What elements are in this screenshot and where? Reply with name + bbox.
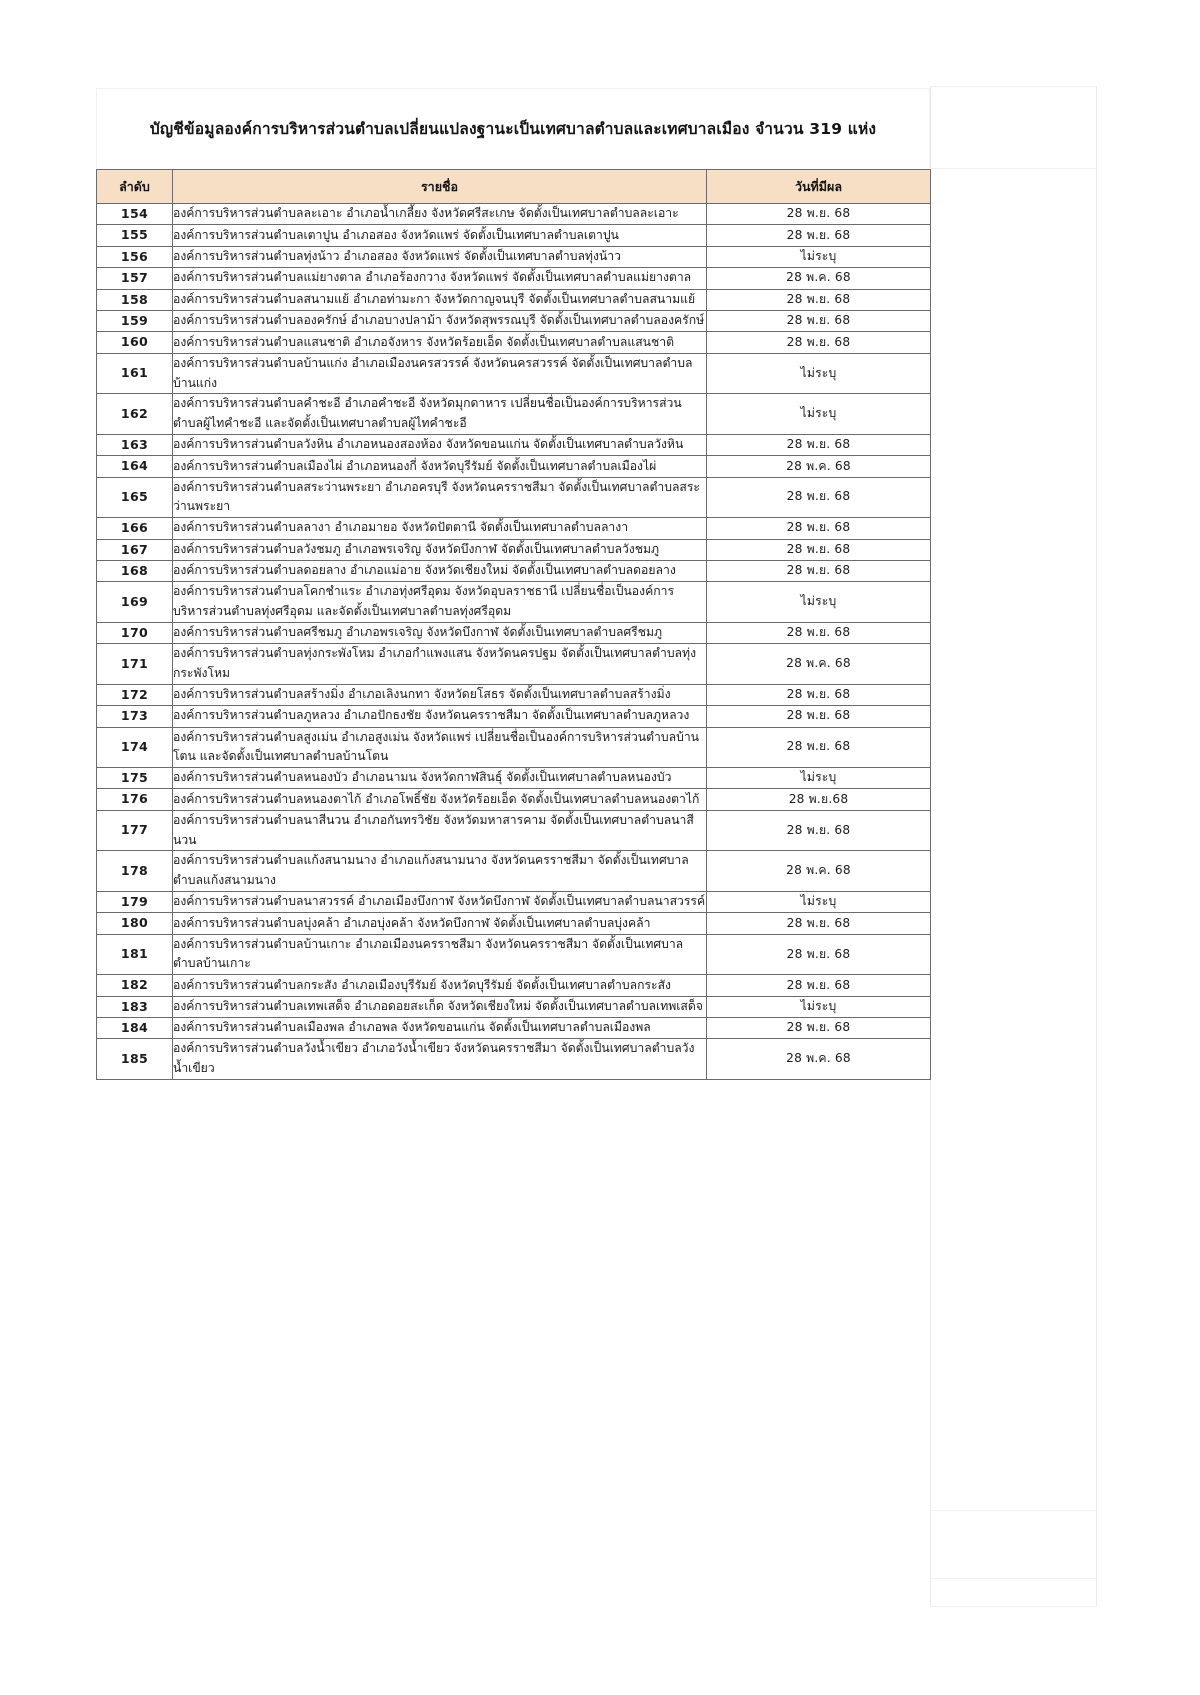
- cell-effective-date: ไม่ระบุ: [707, 246, 931, 267]
- cell-sequence: 172: [97, 684, 173, 705]
- cell-sequence: 184: [97, 1017, 173, 1038]
- amphoe-change-status-table: [96, 169, 931, 1080]
- cell-sequence: 164: [97, 456, 173, 477]
- page-title: บัญชีข้อมูลองค์การบริหารส่วนตำบลเปลี่ยนแปลงฐานะเป็นเทศบาลตำบลและเทศบาลเมือง จำนวน 319 แห่ง: [149, 120, 877, 138]
- cell-sequence: 171: [97, 644, 173, 685]
- grid-row-line: [930, 1578, 1096, 1579]
- cell-sequence: 159: [97, 310, 173, 331]
- table-row: [97, 456, 931, 477]
- cell-sequence: 156: [97, 246, 173, 267]
- cell-sequence: 179: [97, 891, 173, 912]
- cell-sequence: 173: [97, 706, 173, 727]
- cell-organization-name: องค์การบริหารส่วนตำบลโคกชำแระ อำเภอทุ่งศรีอุดม จังหวัดอุบลราชธานี เปลี่ยนชื่อเป็นองค์การบริหารส่วนตำบลทุ่งศรีอุดม และจัดตั้งเป็นเทศบาลตำบลทุ่งศรีอุดม: [173, 582, 707, 623]
- cell-organization-name: องค์การบริหารส่วนตำบลวังน้ำเขียว อำเภอวังน้ำเขียว จังหวัดนครราชสีมา จัดตั้งเป็นเทศบาลตำบลวังน้ำเขียว: [173, 1039, 707, 1080]
- cell-sequence: 181: [97, 934, 173, 975]
- table-row: [97, 518, 931, 539]
- cell-sequence: 165: [97, 477, 173, 518]
- cell-sequence: 160: [97, 332, 173, 353]
- cell-sequence: 170: [97, 622, 173, 643]
- cell-effective-date: ไม่ระบุ: [707, 891, 931, 912]
- cell-effective-date: 28 พ.ค. 68: [707, 851, 931, 892]
- cell-organization-name: องค์การบริหารส่วนตำบลวังหิน อำเภอหนองสองห้อง จังหวัดขอนแก่น จัดตั้งเป็นเทศบาลตำบลวังหิน: [173, 434, 707, 455]
- cell-organization-name: องค์การบริหารส่วนตำบลเทพเสด็จ อำเภอดอยสะเก็ด จังหวัดเชียงใหม่ จัดตั้งเป็นเทศบาลตำบลเทพเสด็จ: [173, 996, 707, 1017]
- cell-effective-date: ไม่ระบุ: [707, 996, 931, 1017]
- cell-organization-name: องค์การบริหารส่วนตำบลวังชมภู อำเภอพรเจริญ จังหวัดบึงกาฬ จัดตั้งเป็นเทศบาลตำบลวังชมภู: [173, 539, 707, 560]
- cell-effective-date: 28 พ.ย. 68: [707, 1017, 931, 1038]
- table-row: [97, 225, 931, 246]
- cell-organization-name: องค์การบริหารส่วนตำบลองครักษ์ อำเภอบางปลาม้า จังหวัดสุพรรณบุรี จัดตั้งเป็นเทศบาลตำบลองครักษ์: [173, 310, 707, 331]
- table-row: [97, 768, 931, 789]
- column-header-sequence: ลำดับ: [97, 170, 173, 204]
- cell-effective-date: 28 พ.ย. 68: [707, 934, 931, 975]
- grid-row-line: [930, 1606, 1096, 1607]
- cell-sequence: 166: [97, 518, 173, 539]
- document-title-block: [96, 88, 930, 168]
- column-header-effective-date: วันที่มีผล: [707, 170, 931, 204]
- cell-organization-name: องค์การบริหารส่วนตำบลนาสวรรค์ อำเภอเมืองบึงกาฬ จังหวัดบึงกาฬ จัดตั้งเป็นเทศบาลตำบลนาสวรรค์: [173, 891, 707, 912]
- table-row: [97, 1039, 931, 1080]
- cell-sequence: 174: [97, 727, 173, 768]
- table-row: [97, 539, 931, 560]
- cell-sequence: 182: [97, 975, 173, 996]
- table-row: [97, 684, 931, 705]
- cell-sequence: 175: [97, 768, 173, 789]
- cell-sequence: 154: [97, 204, 173, 225]
- cell-organization-name: องค์การบริหารส่วนตำบลแก้งสนามนาง อำเภอแก้งสนามนาง จังหวัดนครราชสีมา จัดตั้งเป็นเทศบาลตำบลแก้งสนามนาง: [173, 851, 707, 892]
- table-row: [97, 913, 931, 934]
- table-row: [97, 727, 931, 768]
- cell-effective-date: ไม่ระบุ: [707, 582, 931, 623]
- table-row: [97, 204, 931, 225]
- table-row: [97, 394, 931, 435]
- cell-effective-date: ไม่ระบุ: [707, 768, 931, 789]
- cell-organization-name: องค์การบริหารส่วนตำบลศรีชมภู อำเภอพรเจริญ จังหวัดบึงกาฬ จัดตั้งเป็นเทศบาลตำบลศรีชมภู: [173, 622, 707, 643]
- cell-effective-date: 28 พ.ย. 68: [707, 539, 931, 560]
- cell-organization-name: องค์การบริหารส่วนตำบลนาสีนวน อำเภอกันทรวิชัย จังหวัดมหาสารคาม จัดตั้งเป็นเทศบาลตำบลนาสีนวน: [173, 810, 707, 851]
- grid-row-line: [930, 168, 1096, 169]
- column-header-name: รายชื่อ: [173, 170, 707, 204]
- cell-sequence: 180: [97, 913, 173, 934]
- table-row: [97, 934, 931, 975]
- cell-effective-date: 28 พ.ย. 68: [707, 684, 931, 705]
- table-row: [97, 353, 931, 394]
- table-row: [97, 310, 931, 331]
- table-row: [97, 268, 931, 289]
- cell-organization-name: องค์การบริหารส่วนตำบลคำชะอี อำเภอคำชะอี จังหวัดมุกดาหาร เปลี่ยนชื่อเป็นองค์การบริหารส่วนตำบลผู้ไทคำชะอี และจัดตั้งเป็นเทศบาลตำบลผู้ไทคำชะอี: [173, 394, 707, 435]
- cell-organization-name: องค์การบริหารส่วนตำบลสูงเม่น อำเภอสูงเม่น จังหวัดแพร่ เปลี่ยนชื่อเป็นองค์การบริหารส่วนตำบลบ้านโตน และจัดตั้งเป็นเทศบาลตำบลบ้านโตน: [173, 727, 707, 768]
- cell-sequence: 157: [97, 268, 173, 289]
- cell-organization-name: องค์การบริหารส่วนตำบลเตาปูน อำเภอสอง จังหวัดแพร่ จัดตั้งเป็นเทศบาลตำบลเตาปูน: [173, 225, 707, 246]
- cell-sequence: 169: [97, 582, 173, 623]
- cell-effective-date: ไม่ระบุ: [707, 353, 931, 394]
- cell-organization-name: องค์การบริหารส่วนตำบลเมืองไผ่ อำเภอหนองกี่ จังหวัดบุรีรัมย์ จัดตั้งเป็นเทศบาลตำบลเมืองไผ่: [173, 456, 707, 477]
- table-header-row: [97, 170, 931, 204]
- table-row: [97, 1017, 931, 1038]
- cell-effective-date: 28 พ.ย. 68: [707, 975, 931, 996]
- cell-organization-name: องค์การบริหารส่วนตำบลหนองบัว อำเภอนามน จังหวัดกาฬสินธุ์ จัดตั้งเป็นเทศบาลตำบลหนองบัว: [173, 768, 707, 789]
- cell-organization-name: องค์การบริหารส่วนตำบลบุ่งคล้า อำเภอบุ่งคล้า จังหวัดบึงกาฬ จัดตั้งเป็นเทศบาลตำบลบุ่งคล้า: [173, 913, 707, 934]
- cell-sequence: 177: [97, 810, 173, 851]
- table-row: [97, 810, 931, 851]
- table-row: [97, 706, 931, 727]
- cell-effective-date: 28 พ.ย. 68: [707, 310, 931, 331]
- grid-row-line: [930, 86, 1096, 87]
- table-row: [97, 975, 931, 996]
- cell-sequence: 168: [97, 560, 173, 581]
- table-row: [97, 582, 931, 623]
- cell-organization-name: องค์การบริหารส่วนตำบลภูหลวง อำเภอปักธงชัย จังหวัดนครราชสีมา จัดตั้งเป็นเทศบาลตำบลภูหลวง: [173, 706, 707, 727]
- cell-effective-date: 28 พ.ย. 68: [707, 913, 931, 934]
- cell-organization-name: องค์การบริหารส่วนตำบลสระว่านพระยา อำเภอครบุรี จังหวัดนครราชสีมา จัดตั้งเป็นเทศบาลตำบลสระว่านพระยา: [173, 477, 707, 518]
- table-row: [97, 851, 931, 892]
- table-row: [97, 789, 931, 810]
- grid-column-line: [1096, 86, 1097, 1606]
- cell-organization-name: องค์การบริหารส่วนตำบลทุ่งน้าว อำเภอสอง จังหวัดแพร่ จัดตั้งเป็นเทศบาลตำบลทุ่งน้าว: [173, 246, 707, 267]
- table-row: [97, 289, 931, 310]
- cell-sequence: 161: [97, 353, 173, 394]
- table-row: [97, 477, 931, 518]
- cell-organization-name: องค์การบริหารส่วนตำบลบ้านเกาะ อำเภอเมืองนครราชสีมา จังหวัดนครราชสีมา จัดตั้งเป็นเทศบาลตำบลบ้านเกาะ: [173, 934, 707, 975]
- table-row: [97, 332, 931, 353]
- cell-sequence: 176: [97, 789, 173, 810]
- cell-organization-name: องค์การบริหารส่วนตำบลลางา อำเภอมายอ จังหวัดปัตตานี จัดตั้งเป็นเทศบาลตำบลลางา: [173, 518, 707, 539]
- cell-effective-date: 28 พ.ย. 68: [707, 289, 931, 310]
- cell-sequence: 178: [97, 851, 173, 892]
- table-row: [97, 891, 931, 912]
- cell-effective-date: 28 พ.ย. 68: [707, 204, 931, 225]
- cell-effective-date: 28 พ.ย. 68: [707, 434, 931, 455]
- cell-organization-name: องค์การบริหารส่วนตำบลแม่ยางตาล อำเภอร้องกวาง จังหวัดแพร่ จัดตั้งเป็นเทศบาลตำบลแม่ยางตาล: [173, 268, 707, 289]
- cell-effective-date: ไม่ระบุ: [707, 394, 931, 435]
- cell-effective-date: 28 พ.ย. 68: [707, 622, 931, 643]
- table-body: [97, 204, 931, 1080]
- cell-sequence: 185: [97, 1039, 173, 1080]
- grid-row-line: [930, 1510, 1096, 1511]
- cell-sequence: 163: [97, 434, 173, 455]
- cell-effective-date: 28 พ.ค. 68: [707, 644, 931, 685]
- cell-effective-date: 28 พ.ย.68: [707, 789, 931, 810]
- cell-organization-name: องค์การบริหารส่วนตำบลเมืองพล อำเภอพล จังหวัดขอนแก่น จัดตั้งเป็นเทศบาลตำบลเมืองพล: [173, 1017, 707, 1038]
- cell-effective-date: 28 พ.ค. 68: [707, 1039, 931, 1080]
- cell-organization-name: องค์การบริหารส่วนตำบลหนองตาไก้ อำเภอโพธิ์ชัย จังหวัดร้อยเอ็ด จัดตั้งเป็นเทศบาลตำบลหนองตาไก้: [173, 789, 707, 810]
- cell-sequence: 167: [97, 539, 173, 560]
- cell-effective-date: 28 พ.ย. 68: [707, 518, 931, 539]
- cell-effective-date: 28 พ.ย. 68: [707, 225, 931, 246]
- cell-effective-date: 28 พ.ย. 68: [707, 727, 931, 768]
- cell-effective-date: 28 พ.ค. 68: [707, 268, 931, 289]
- cell-organization-name: องค์การบริหารส่วนตำบลกระสัง อำเภอเมืองบุรีรัมย์ จังหวัดบุรีรัมย์ จัดตั้งเป็นเทศบาลตำบลกระสัง: [173, 975, 707, 996]
- table-row: [97, 644, 931, 685]
- cell-effective-date: 28 พ.ย. 68: [707, 706, 931, 727]
- cell-organization-name: องค์การบริหารส่วนตำบลสร้างมิ่ง อำเภอเลิงนกทา จังหวัดยโสธร จัดตั้งเป็นเทศบาลตำบลสร้างมิ่ง: [173, 684, 707, 705]
- table-row: [97, 622, 931, 643]
- cell-effective-date: 28 พ.ค. 68: [707, 456, 931, 477]
- cell-effective-date: 28 พ.ย. 68: [707, 332, 931, 353]
- cell-organization-name: องค์การบริหารส่วนตำบลบ้านแก่ง อำเภอเมืองนครสวรรค์ จังหวัดนครสวรรค์ จัดตั้งเป็นเทศบาลตำบลบ้านแก่ง: [173, 353, 707, 394]
- cell-sequence: 183: [97, 996, 173, 1017]
- cell-organization-name: องค์การบริหารส่วนตำบลแสนชาติ อำเภอจังหาร จังหวัดร้อยเอ็ด จัดตั้งเป็นเทศบาลตำบลแสนชาติ: [173, 332, 707, 353]
- cell-sequence: 162: [97, 394, 173, 435]
- cell-sequence: 155: [97, 225, 173, 246]
- table-header: [97, 170, 931, 204]
- cell-effective-date: 28 พ.ย. 68: [707, 560, 931, 581]
- table-row: [97, 996, 931, 1017]
- cell-organization-name: องค์การบริหารส่วนตำบลทุ่งกระพังโหม อำเภอกำแพงแสน จังหวัดนครปฐม จัดตั้งเป็นเทศบาลตำบลทุ่งกระพังโหม: [173, 644, 707, 685]
- table-row: [97, 246, 931, 267]
- table-row: [97, 560, 931, 581]
- cell-sequence: 158: [97, 289, 173, 310]
- cell-organization-name: องค์การบริหารส่วนตำบลสนามแย้ อำเภอท่ามะกา จังหวัดกาญจนบุรี จัดตั้งเป็นเทศบาลตำบลสนามแย้: [173, 289, 707, 310]
- cell-effective-date: 28 พ.ย. 68: [707, 477, 931, 518]
- table-row: [97, 434, 931, 455]
- cell-organization-name: องค์การบริหารส่วนตำบลดอยลาง อำเภอแม่อาย จังหวัดเชียงใหม่ จัดตั้งเป็นเทศบาลตำบลดอยลาง: [173, 560, 707, 581]
- cell-organization-name: องค์การบริหารส่วนตำบลละเอาะ อำเภอน้ำเกลี้ยง จังหวัดศรีสะเกษ จัดตั้งเป็นเทศบาลตำบลละเอาะ: [173, 204, 707, 225]
- cell-effective-date: 28 พ.ย. 68: [707, 810, 931, 851]
